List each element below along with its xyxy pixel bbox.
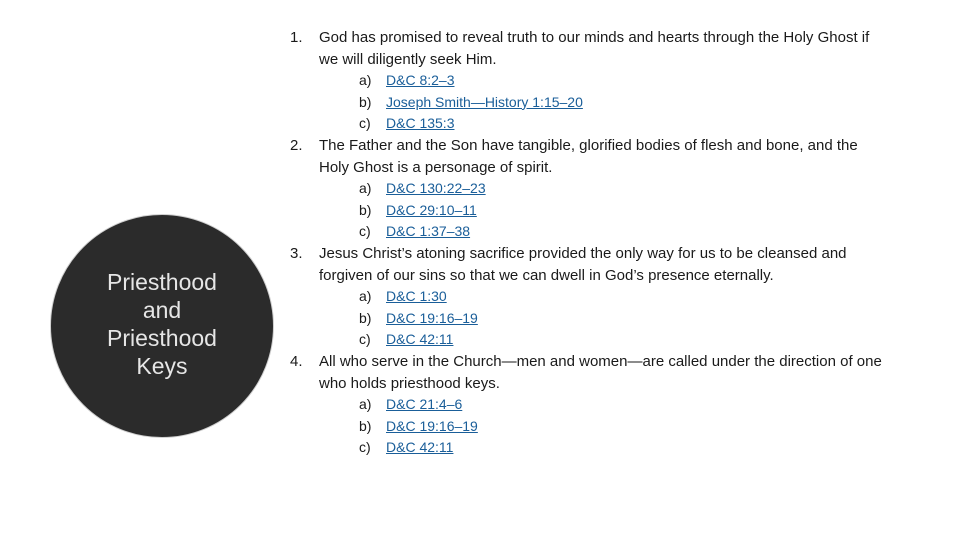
scripture-link[interactable]: D&C 42:11 (386, 439, 454, 456)
reference-letter: c) (359, 331, 371, 348)
scripture-link[interactable]: D&C 135:3 (386, 115, 455, 132)
title-line: and (142, 297, 182, 323)
reference-item (319, 92, 888, 114)
reference-item (319, 437, 888, 459)
reference-letter: a) (359, 288, 372, 305)
title-circle (50, 214, 274, 438)
slide-title (107, 268, 217, 380)
item-text: All who serve in the Church—men and women—are called under the direction of one who holds priesthood keys. (319, 352, 882, 392)
reference-item (319, 221, 888, 243)
item-text: Jesus Christ’s atoning sacrifice provided the only way for us to be cleansed and forgiven of our sins so that we can dwell in God’s presence eternally. (319, 244, 847, 284)
reference-list (319, 394, 888, 459)
item-text: The Father and the Son have tangible, glorified bodies of flesh and bone, and the Holy Ghost is a personage of spirit. (319, 136, 858, 176)
scripture-link[interactable]: D&C 19:16–19 (386, 309, 478, 326)
reference-letter: c) (359, 115, 371, 132)
list-item-2 (288, 135, 888, 243)
reference-list (319, 70, 888, 135)
scripture-link[interactable]: D&C 21:4–6 (386, 396, 463, 413)
reference-item (319, 394, 888, 416)
reference-item (319, 308, 888, 330)
list-item-3 (288, 243, 888, 351)
reference-letter: b) (359, 93, 372, 110)
title-line: Priesthood (107, 325, 217, 351)
reference-letter: b) (359, 417, 372, 434)
scripture-link[interactable]: D&C 1:30 (386, 288, 447, 305)
doctrine-list (288, 27, 888, 459)
reference-list (319, 178, 888, 243)
reference-item (319, 70, 888, 92)
item-text: God has promised to reveal truth to our minds and hearts through the Holy Ghost if we will diligently seek Him. (319, 29, 870, 68)
reference-letter: c) (359, 439, 371, 456)
reference-letter: b) (359, 309, 372, 326)
scripture-link[interactable]: D&C 1:37–38 (386, 223, 471, 240)
item-number: 1. (290, 29, 303, 46)
item-number: 2. (290, 136, 303, 154)
scripture-link[interactable]: Joseph Smith—History 1:15–20 (386, 93, 583, 110)
list-item-4 (288, 351, 888, 459)
scripture-link[interactable]: D&C 19:16–19 (386, 417, 478, 434)
reference-item (319, 200, 888, 222)
scripture-link[interactable]: D&C 130:22–23 (386, 180, 486, 197)
reference-item (319, 113, 888, 135)
title-line: Keys (136, 353, 188, 379)
title-line: Priesthood (107, 269, 217, 295)
scripture-link[interactable]: D&C 8:2–3 (386, 72, 455, 89)
reference-item (319, 178, 888, 200)
scripture-link[interactable]: D&C 42:11 (386, 331, 454, 348)
reference-letter: a) (359, 72, 372, 89)
scripture-link[interactable]: D&C 29:10–11 (386, 201, 477, 218)
item-number: 3. (290, 244, 303, 262)
reference-item (319, 416, 888, 438)
reference-list (319, 286, 888, 351)
reference-item (319, 286, 888, 308)
item-number: 4. (290, 352, 303, 370)
list-item-1 (288, 27, 888, 135)
reference-item (319, 329, 888, 351)
reference-letter: c) (359, 223, 371, 240)
reference-letter: a) (359, 180, 372, 197)
reference-letter: b) (359, 201, 372, 218)
reference-letter: a) (359, 396, 372, 413)
